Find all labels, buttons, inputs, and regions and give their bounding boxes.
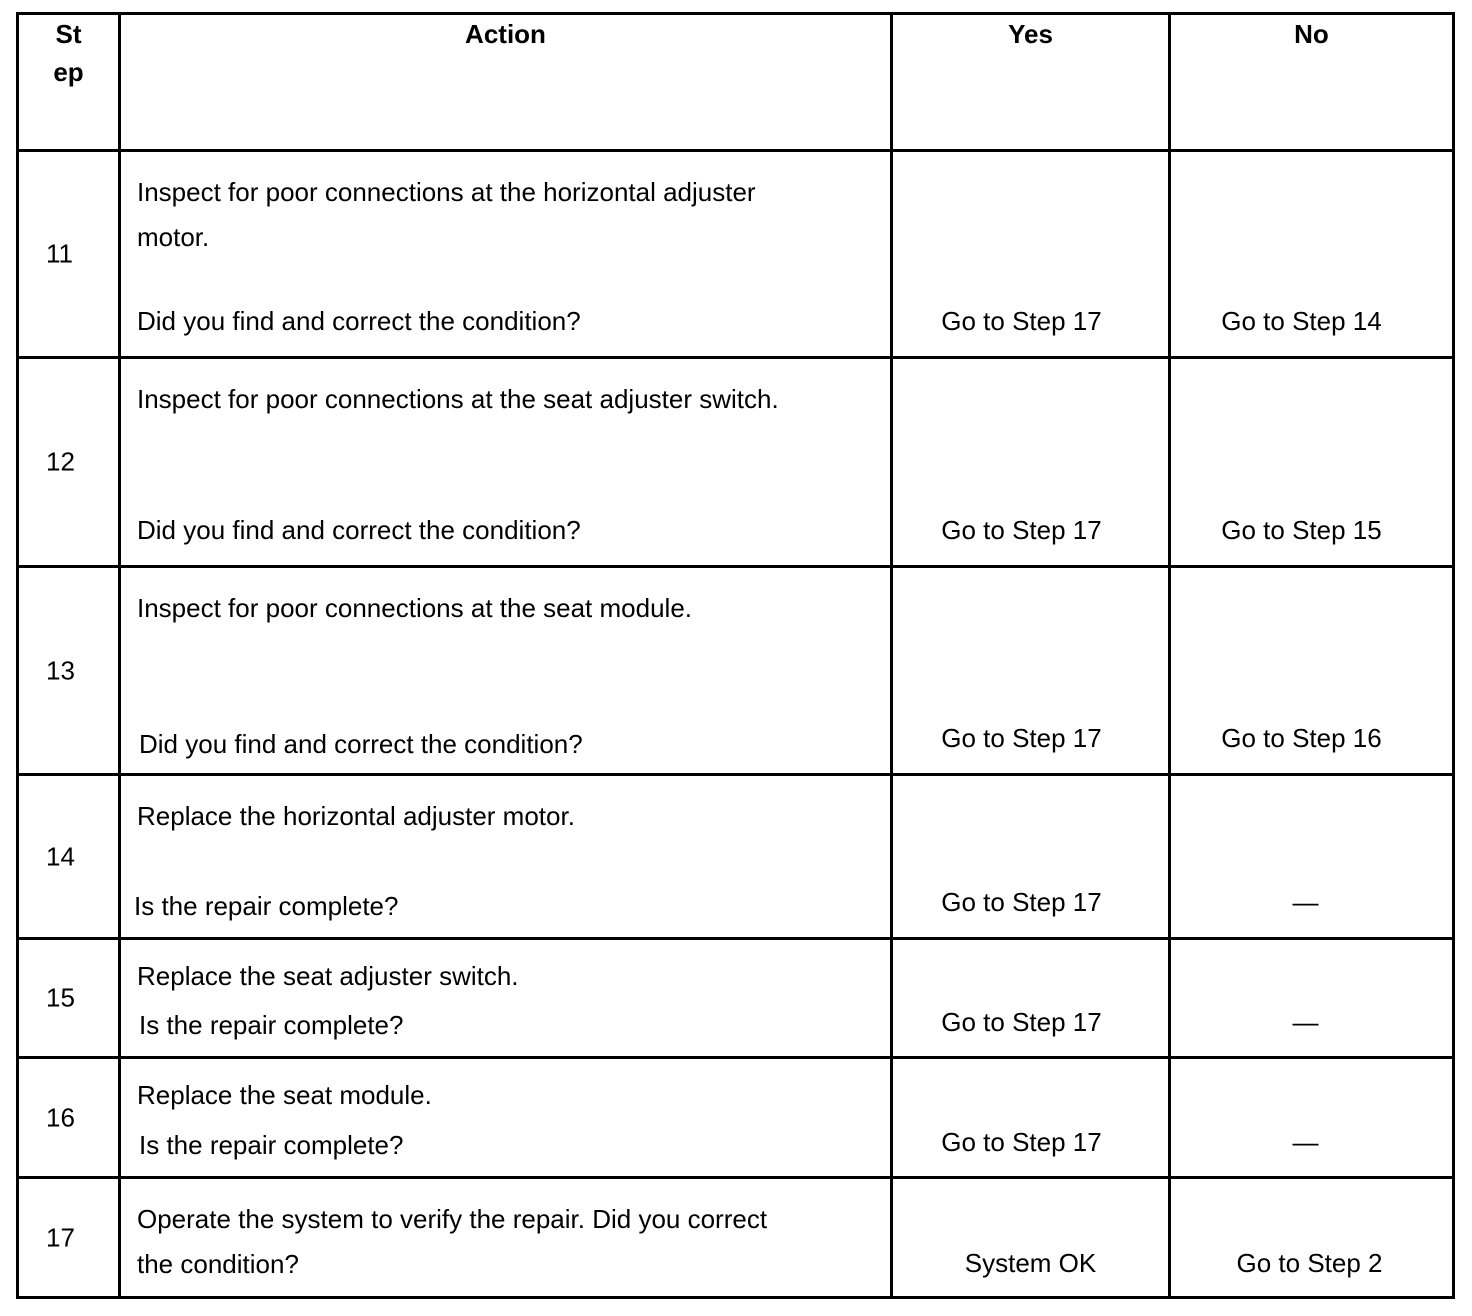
yes-result: System OK [964, 1248, 1097, 1278]
step-header-line1: St [55, 19, 82, 49]
table-header-row [18, 14, 1454, 151]
action-question: Is the repair complete? [139, 1130, 404, 1160]
action-column-header: Action [120, 14, 892, 151]
action-text-line: Inspect for poor connections at the seat adjuster switch. [137, 384, 779, 414]
no-column-header: No [1170, 14, 1454, 151]
yes-cell [892, 775, 1170, 939]
action-question: Did you find and correct the condition? [137, 515, 581, 545]
step-number: 13 [46, 655, 75, 685]
yes-cell [892, 939, 1170, 1058]
step-cell [18, 567, 120, 775]
action-cell [120, 151, 892, 358]
action-text-line: Replace the seat adjuster switch. [137, 961, 519, 991]
action-text-line: the condition? [137, 1249, 299, 1279]
yes-cell [892, 567, 1170, 775]
no-cell [1170, 939, 1454, 1058]
yes-result: Go to Step 17 [941, 1007, 1102, 1037]
step-number: 16 [46, 1102, 75, 1132]
diagnostic-steps-table [16, 12, 1455, 1299]
action-text-line: motor. [137, 222, 210, 252]
action-cell [120, 775, 892, 939]
step-column-header [18, 14, 120, 151]
step-number: 11 [46, 238, 73, 269]
no-result: Go to Step 14 [1221, 306, 1382, 336]
step-number: 14 [46, 841, 75, 871]
no-result-dash: — [1292, 1007, 1319, 1037]
no-result-dash: — [1292, 887, 1319, 917]
table-row-step-14 [18, 775, 1454, 939]
action-question: Did you find and correct the condition? [139, 729, 583, 759]
yes-column-header: Yes [892, 14, 1170, 151]
step-header-line2: ep [53, 57, 84, 87]
step-cell [18, 939, 120, 1058]
action-text-line: Replace the horizontal adjuster motor. [137, 801, 575, 831]
yes-result: Go to Step 17 [941, 1127, 1102, 1157]
no-cell [1170, 567, 1454, 775]
step-number: 17 [46, 1222, 75, 1252]
action-text-line: Replace the seat module. [137, 1080, 432, 1110]
yes-result: Go to Step 17 [941, 887, 1102, 917]
table-row-step-16 [18, 1058, 1454, 1178]
table-row-step-13 [18, 567, 1454, 775]
step-number: 12 [46, 446, 75, 477]
table-row-step-11 [18, 151, 1454, 358]
action-cell [120, 1058, 892, 1178]
action-question: Is the repair complete? [134, 891, 399, 921]
step-cell [18, 775, 120, 939]
step-cell [18, 1178, 120, 1298]
step-number: 15 [46, 982, 75, 1013]
table-row-step-15 [18, 939, 1454, 1058]
no-cell [1170, 358, 1454, 567]
action-question: Did you find and correct the condition? [137, 306, 581, 336]
table-row-step-12 [18, 358, 1454, 567]
table-row-step-17 [18, 1178, 1454, 1298]
action-text-line: Inspect for poor connections at the seat module. [137, 593, 693, 623]
yes-cell [892, 358, 1170, 567]
no-result: Go to Step 2 [1236, 1248, 1383, 1278]
step-cell [18, 1058, 120, 1178]
no-result-dash: — [1292, 1127, 1319, 1157]
no-cell [1170, 1178, 1454, 1298]
step-cell [18, 151, 120, 358]
no-cell [1170, 151, 1454, 358]
yes-cell [892, 1178, 1170, 1298]
action-question: Is the repair complete? [139, 1010, 404, 1040]
yes-result: Go to Step 17 [941, 515, 1102, 545]
yes-cell [892, 151, 1170, 358]
yes-result: Go to Step 17 [941, 723, 1102, 753]
action-cell [120, 358, 892, 567]
yes-cell [892, 1058, 1170, 1178]
no-result: Go to Step 15 [1221, 515, 1382, 545]
action-text-line: Inspect for poor connections at the horizontal adjuster [137, 177, 756, 207]
no-result: Go to Step 16 [1221, 723, 1382, 753]
no-cell [1170, 775, 1454, 939]
diagnostic-table-container [16, 12, 1452, 1299]
action-cell [120, 939, 892, 1058]
no-cell [1170, 1058, 1454, 1178]
yes-result: Go to Step 17 [941, 306, 1102, 336]
action-text-line: Operate the system to verify the repair. Did you correct [137, 1204, 768, 1234]
action-cell [120, 1178, 892, 1298]
step-cell [18, 358, 120, 567]
action-cell [120, 567, 892, 775]
